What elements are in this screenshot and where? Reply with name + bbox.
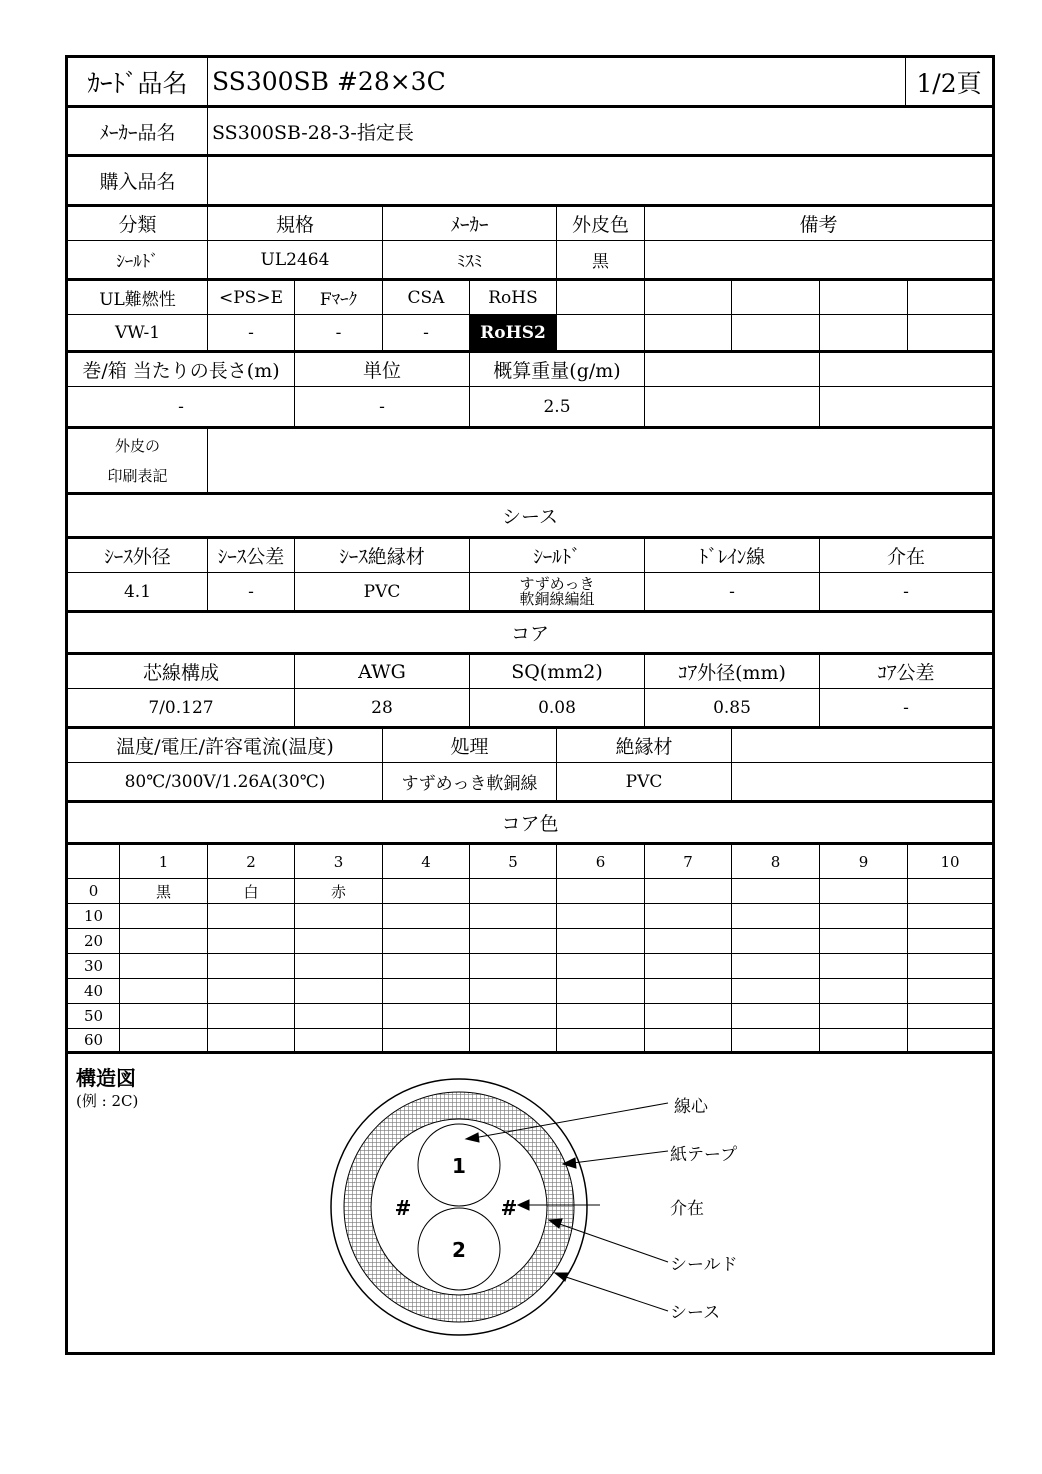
label-core: 線心 <box>674 1097 708 1117</box>
packaging-value <box>645 387 820 429</box>
packaging-label <box>820 353 992 387</box>
print-label-line1: 外皮の <box>114 436 160 455</box>
sheath-value: 4.1 <box>68 573 208 613</box>
core-value: 0.85 <box>645 689 820 729</box>
cert-value <box>732 315 820 353</box>
core-rating-label: 処理 <box>383 729 557 763</box>
color-cell <box>557 954 645 979</box>
spec-sheet-frame <box>65 55 995 1355</box>
sheath-label: ｼｰｽ公差 <box>208 539 295 573</box>
color-cell <box>645 929 732 954</box>
color-column-header: 9 <box>820 845 908 879</box>
color-cell <box>908 1029 992 1054</box>
core-label: ｺｱ外径(mm) <box>645 655 820 689</box>
maker-name-value: SS300SB-28-3-指定長 <box>208 108 992 157</box>
color-cell <box>645 979 732 1004</box>
color-column-header: 7 <box>645 845 732 879</box>
sheath-label: ｼｰｽ絶縁材 <box>295 539 470 573</box>
color-cell <box>208 929 295 954</box>
color-row-label: 10 <box>68 904 120 929</box>
core-value: 7/0.127 <box>68 689 295 729</box>
color-cell <box>208 1004 295 1029</box>
spec-value: 黒 <box>557 241 645 281</box>
color-cell <box>120 1004 208 1029</box>
color-cell <box>732 879 820 904</box>
print-value <box>208 429 992 495</box>
spec-label: 備考 <box>645 207 992 241</box>
label-paper-tape: 紙テープ <box>670 1145 738 1165</box>
cert-value <box>908 315 992 353</box>
structure-diagram-area <box>68 1054 992 1352</box>
diagram-title: 構造図 <box>76 1066 136 1090</box>
color-cell <box>383 879 470 904</box>
spec-value: ｼｰﾙﾄﾞ <box>68 241 208 281</box>
color-cell <box>295 1029 383 1054</box>
color-cell <box>732 1004 820 1029</box>
grid-corner <box>68 845 120 879</box>
color-cell <box>295 1004 383 1029</box>
color-cell <box>820 1004 908 1029</box>
print-label-line2: 印刷表記 <box>107 466 168 485</box>
color-cell <box>470 879 557 904</box>
color-cell <box>120 979 208 1004</box>
color-cell <box>645 954 732 979</box>
page-number: 1/2頁 <box>906 58 992 108</box>
color-row-label: 50 <box>68 1004 120 1029</box>
core-label: ｺｱ公差 <box>820 655 992 689</box>
color-cell <box>120 929 208 954</box>
cert-value: - <box>383 315 470 353</box>
color-column-header: 6 <box>557 845 645 879</box>
color-cell <box>383 1004 470 1029</box>
core-2-label: 2 <box>452 1238 466 1262</box>
sheath-label: ﾄﾞﾚｲﾝ線 <box>645 539 820 573</box>
cert-label: UL難燃性 <box>68 281 208 315</box>
cert-label <box>820 281 908 315</box>
color-cell <box>295 904 383 929</box>
color-row-label: 20 <box>68 929 120 954</box>
color-cell <box>383 979 470 1004</box>
color-row-label: 60 <box>68 1029 120 1054</box>
cert-label: CSA <box>383 281 470 315</box>
color-column-header: 1 <box>120 845 208 879</box>
maker-name-label: ﾒｰｶｰ品名 <box>68 108 208 157</box>
purchase-name-label: 購入品名 <box>68 157 208 207</box>
color-column-header: 2 <box>208 845 295 879</box>
sheath-label: ｼｰﾙﾄﾞ <box>470 539 645 573</box>
core-rating-value: すずめっき軟銅線 <box>383 763 557 803</box>
color-cell <box>820 879 908 904</box>
core-color-title: コア色 <box>68 803 992 845</box>
color-cell <box>120 1029 208 1054</box>
sheath-shield-value <box>470 573 645 613</box>
color-column-header: 4 <box>383 845 470 879</box>
cert-value: - <box>295 315 383 353</box>
color-cell <box>208 979 295 1004</box>
core-title: コア <box>68 613 992 655</box>
color-cell <box>470 1029 557 1054</box>
packaging-label: 概算重量(g/m) <box>470 353 645 387</box>
print-label <box>68 429 208 495</box>
spec-label: ﾒｰｶｰ <box>383 207 557 241</box>
color-cell <box>383 904 470 929</box>
color-cell <box>557 929 645 954</box>
sheath-value: - <box>645 573 820 613</box>
spec-value: ﾐｽﾐ <box>383 241 557 281</box>
color-cell <box>732 929 820 954</box>
color-cell <box>295 979 383 1004</box>
cert-label: Fﾏｰｸ <box>295 281 383 315</box>
purchase-name-value <box>208 157 992 207</box>
color-row-label: 0 <box>68 879 120 904</box>
color-cell: 赤 <box>295 879 383 904</box>
packaging-value <box>820 387 992 429</box>
color-cell <box>470 904 557 929</box>
color-cell <box>470 979 557 1004</box>
sheath-label: 介在 <box>820 539 992 573</box>
spec-label: 分類 <box>68 207 208 241</box>
core-value: 28 <box>295 689 470 729</box>
color-cell <box>295 929 383 954</box>
color-cell <box>908 979 992 1004</box>
core-rating-value: PVC <box>557 763 732 803</box>
core-rating-value: 80℃/300V/1.26A(30℃) <box>68 763 383 803</box>
cert-label <box>908 281 992 315</box>
color-cell <box>208 904 295 929</box>
color-cell <box>208 954 295 979</box>
color-cell <box>295 954 383 979</box>
color-cell <box>908 1004 992 1029</box>
color-row-label: 30 <box>68 954 120 979</box>
color-cell <box>557 1004 645 1029</box>
color-cell <box>383 954 470 979</box>
packaging-value: - <box>295 387 470 429</box>
sheath-label: ｼｰｽ外径 <box>68 539 208 573</box>
color-cell <box>383 1029 470 1054</box>
packaging-label: 巻/箱 当たりの長さ(m) <box>68 353 295 387</box>
packaging-label <box>645 353 820 387</box>
diagram-example: (例 : 2C) <box>76 1092 139 1110</box>
color-cell <box>470 929 557 954</box>
color-cell <box>732 1029 820 1054</box>
color-cell <box>557 879 645 904</box>
packaging-value: 2.5 <box>470 387 645 429</box>
color-cell <box>645 904 732 929</box>
arrow-sheath <box>557 1274 668 1311</box>
sheath-value: - <box>820 573 992 613</box>
color-cell <box>208 1029 295 1054</box>
color-cell <box>732 954 820 979</box>
color-column-header: 5 <box>470 845 557 879</box>
core-rating-value <box>732 763 992 803</box>
shield-line1: すずめっき <box>519 574 595 593</box>
card-name-value: SS300SB #28×3C <box>208 58 906 108</box>
color-column-header: 10 <box>908 845 992 879</box>
spec-value: UL2464 <box>208 241 383 281</box>
color-cell <box>470 954 557 979</box>
core-rating-label: 絶縁材 <box>557 729 732 763</box>
cert-value: VW-1 <box>68 315 208 353</box>
card-name-label: ｶｰﾄﾞ品名 <box>68 58 208 108</box>
filler-mark-right: # <box>500 1196 518 1220</box>
color-cell: 黒 <box>120 879 208 904</box>
cert-value <box>820 315 908 353</box>
color-cell: 白 <box>208 879 295 904</box>
color-cell <box>732 904 820 929</box>
core-rating-label <box>732 729 992 763</box>
core-value: 0.08 <box>470 689 645 729</box>
color-cell <box>820 979 908 1004</box>
color-cell <box>820 1029 908 1054</box>
color-cell <box>908 954 992 979</box>
cert-value <box>645 315 732 353</box>
color-cell <box>645 1029 732 1054</box>
cert-value <box>557 315 645 353</box>
color-column-header: 8 <box>732 845 820 879</box>
arrow-paper-tape <box>565 1151 668 1164</box>
color-cell <box>820 929 908 954</box>
cert-label <box>557 281 645 315</box>
color-cell <box>557 979 645 1004</box>
spec-label: 外皮色 <box>557 207 645 241</box>
color-cell <box>820 954 908 979</box>
color-cell <box>557 1029 645 1054</box>
cert-value: - <box>208 315 295 353</box>
color-column-header: 3 <box>295 845 383 879</box>
label-sheath: シース <box>670 1303 721 1323</box>
color-cell <box>908 904 992 929</box>
cert-label: <PS>E <box>208 281 295 315</box>
color-cell <box>557 904 645 929</box>
shield-line2: 軟銅線編組 <box>519 589 595 608</box>
color-cell <box>120 954 208 979</box>
sheath-value: PVC <box>295 573 470 613</box>
cert-label: RoHS <box>470 281 557 315</box>
filler-mark-left: # <box>394 1196 412 1220</box>
color-cell <box>732 979 820 1004</box>
label-shield: シールド <box>670 1255 738 1275</box>
core-label: 芯線構成 <box>68 655 295 689</box>
packaging-label: 単位 <box>295 353 470 387</box>
spec-label: 規格 <box>208 207 383 241</box>
core-label: AWG <box>295 655 470 689</box>
label-filler: 介在 <box>670 1199 704 1219</box>
color-cell <box>645 1004 732 1029</box>
color-row-label: 40 <box>68 979 120 1004</box>
cert-label <box>732 281 820 315</box>
cert-label <box>645 281 732 315</box>
spec-value <box>645 241 992 281</box>
cable-cross-section-diagram <box>68 1054 992 1352</box>
color-cell <box>645 879 732 904</box>
packaging-value: - <box>68 387 295 429</box>
color-cell <box>470 1004 557 1029</box>
color-cell <box>120 904 208 929</box>
core-value: - <box>820 689 992 729</box>
color-cell <box>820 904 908 929</box>
sheath-title: シース <box>68 495 992 539</box>
color-cell <box>908 879 992 904</box>
cert-value: RoHS2 <box>470 315 557 353</box>
core-rating-label: 温度/電圧/許容電流(温度) <box>68 729 383 763</box>
core-1-label: 1 <box>452 1154 466 1178</box>
sheath-value: - <box>208 573 295 613</box>
color-cell <box>908 929 992 954</box>
core-label: SQ(mm2) <box>470 655 645 689</box>
color-cell <box>383 929 470 954</box>
